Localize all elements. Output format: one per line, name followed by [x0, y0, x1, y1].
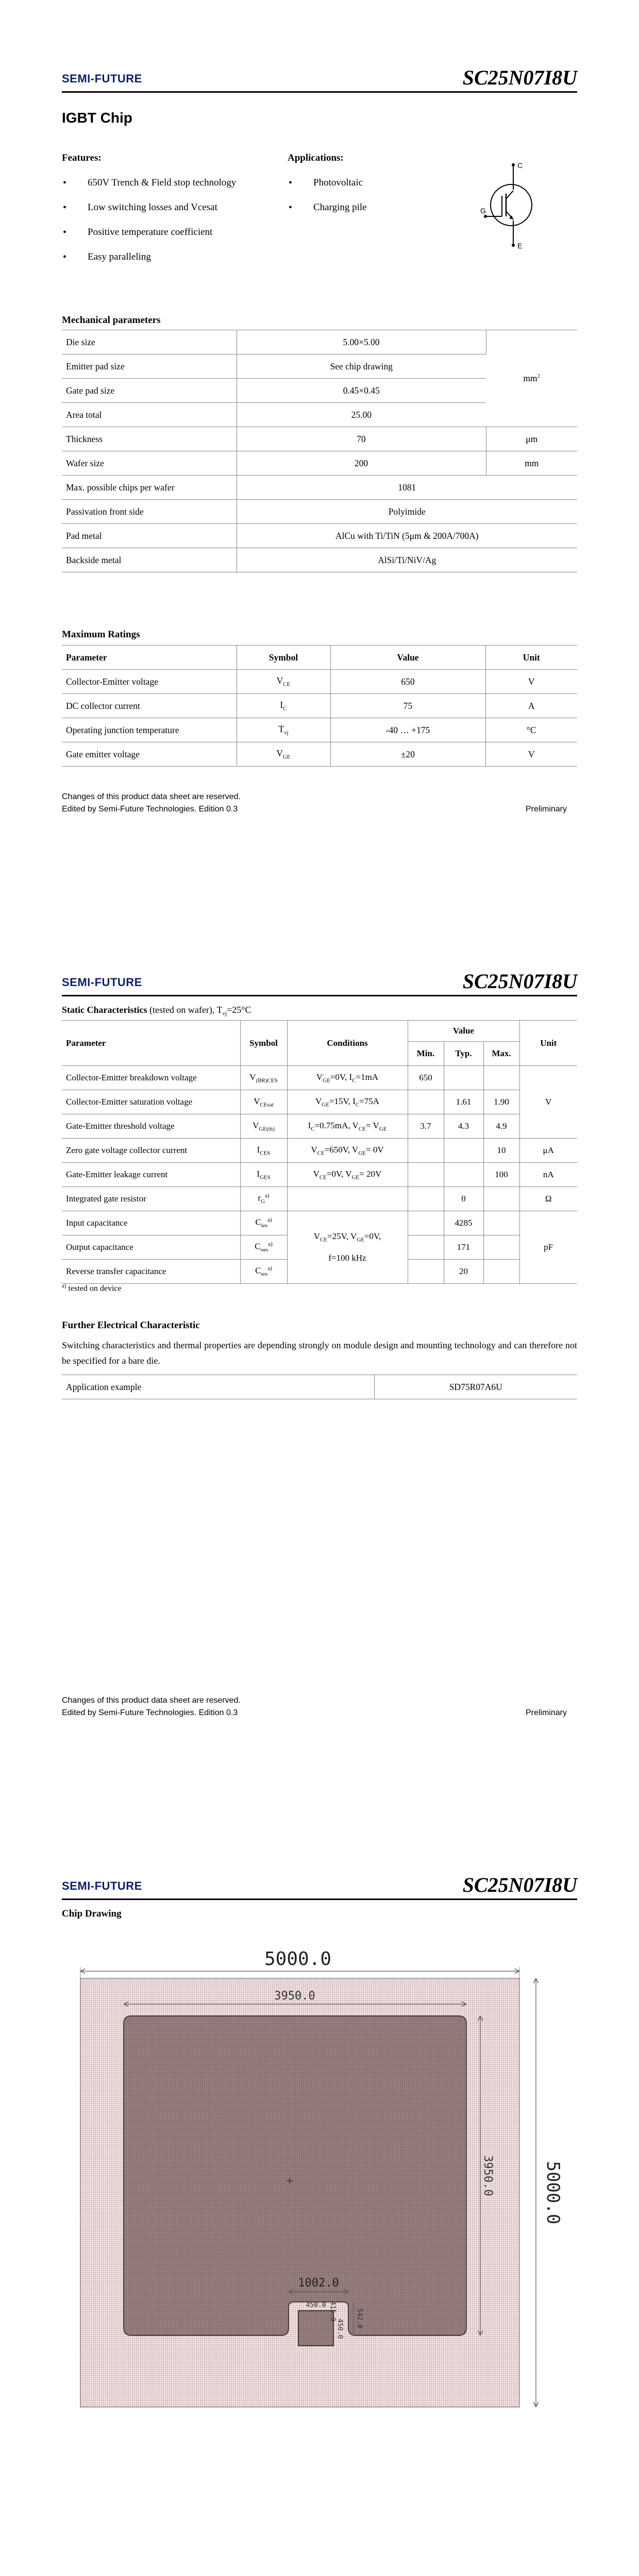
- symbol-text: V: [254, 1096, 260, 1106]
- application-value: SD75R07A6U: [374, 1375, 577, 1399]
- dim-inner-height: 3950.0: [481, 2155, 494, 2196]
- symbol-sup: a): [265, 1193, 270, 1199]
- footer-line-2: Edited by Semi-Future Technologies. Edition 0.3: [62, 805, 238, 814]
- unit-cell: μA: [519, 1139, 577, 1163]
- table-row: [62, 1114, 577, 1139]
- symbol-cell: [240, 1211, 287, 1235]
- note-text: tested on device: [66, 1284, 122, 1293]
- param-cell: Max. possible chips per wafer: [62, 476, 237, 500]
- table-row: [62, 1163, 577, 1187]
- symbol-cell: [240, 1139, 287, 1163]
- min-cell: [408, 1260, 444, 1284]
- param-cell: Gate emitter voltage: [62, 742, 237, 767]
- symbol-text: V: [249, 1072, 256, 1082]
- table-row: [62, 670, 577, 694]
- symbol-cell: [240, 1163, 287, 1187]
- unit-cell: °C: [485, 718, 577, 742]
- feature-item: • Easy paralleling: [62, 249, 278, 274]
- param-cell: Emitter pad size: [62, 354, 237, 379]
- symbol-sub: G: [261, 1198, 265, 1205]
- static-title-bold: Static Characteristics: [62, 1005, 147, 1015]
- typ-cell: [444, 1139, 483, 1163]
- param-cell: Pad metal: [62, 524, 237, 548]
- table-row: [62, 742, 577, 767]
- part-number: SC25N07I8U: [462, 1873, 577, 1896]
- symbol-cell: [237, 742, 330, 767]
- max-cell: [483, 1187, 519, 1211]
- unit-cell: A: [485, 694, 577, 718]
- unit-cell: V: [519, 1066, 577, 1139]
- symbol-text: V: [276, 675, 283, 686]
- table-row: [62, 1066, 577, 1090]
- gate-pad: [298, 2311, 333, 2346]
- symbol-cell: [240, 1066, 287, 1090]
- param-cell: DC collector current: [62, 694, 237, 718]
- param-cell: Operating junction temperature: [62, 718, 237, 742]
- col-header-typ: Typ.: [444, 1042, 483, 1066]
- symbol-sub: GES: [259, 1174, 271, 1181]
- typ-cell: 1.61: [444, 1090, 483, 1114]
- symbol-text: C: [255, 1217, 261, 1228]
- param-cell: Reverse transfer capacitance: [62, 1260, 240, 1284]
- brand-logo: SEMI-FUTURE: [62, 72, 142, 85]
- page-footer: [62, 1694, 577, 1719]
- param-cell: Input capacitance: [62, 1211, 240, 1235]
- symbol-text: C: [255, 1242, 261, 1252]
- max-cell: [483, 1260, 519, 1284]
- table-row: [62, 427, 577, 451]
- min-cell: [408, 1187, 444, 1211]
- table-row: [62, 330, 577, 354]
- symbol-text: C: [255, 1266, 261, 1276]
- mechanical-title: Mechanical parameters: [62, 315, 161, 326]
- footer-line-1: Changes of this product data sheet are reserved.: [62, 1696, 241, 1705]
- footer-status: Preliminary: [525, 805, 567, 814]
- drawing-title: Chip Drawing: [62, 1908, 122, 1919]
- col-header-min: Min.: [408, 1042, 444, 1066]
- value-cell: 5.00×5.00: [237, 330, 486, 354]
- dim-gate-offset: 415.0: [329, 2301, 337, 2321]
- condition-cell: $V_{CE}=650V$, $V_{GE}= 0V$: [287, 1139, 408, 1163]
- unit-cell: nA: [519, 1163, 577, 1187]
- symbol-cell: [240, 1260, 287, 1284]
- unit-cell: pF: [519, 1211, 577, 1284]
- note-mark: a): [62, 1283, 66, 1289]
- symbol-sup: a): [268, 1241, 273, 1248]
- symbol-cell: [240, 1114, 287, 1139]
- application-item: • Photovoltaic: [288, 175, 442, 200]
- param-cell: Output capacitance: [62, 1235, 240, 1260]
- features-title: Features:: [62, 152, 102, 163]
- value-cell: Polyimide: [237, 500, 577, 524]
- symbol-text: V: [276, 748, 283, 759]
- symbol-sub: vj: [284, 730, 289, 736]
- page-header: [62, 1868, 577, 1900]
- symbol-sup: a): [267, 1217, 272, 1224]
- param-cell: Collector-Emitter breakdown voltage: [62, 1066, 240, 1090]
- part-number: SC25N07I8U: [462, 970, 577, 993]
- table-row: [62, 1211, 577, 1235]
- value-cell: 70: [237, 427, 486, 451]
- table-row: [62, 476, 577, 500]
- col-header-parameter: Parameter: [62, 646, 237, 670]
- unit-cell: Ω: [519, 1187, 577, 1211]
- footer-line-2: Edited by Semi-Future Technologies. Edition 0.3: [62, 1708, 238, 1717]
- max-cell: 1.90: [483, 1090, 519, 1114]
- gate-label: G: [480, 207, 486, 215]
- value-cell: -40 … +175: [330, 718, 485, 742]
- param-cell: Gate-Emitter leakage current: [62, 1163, 240, 1187]
- table-row: [62, 548, 577, 572]
- symbol-sub: GE: [282, 754, 291, 760]
- static-table: [62, 1020, 577, 1284]
- static-subtitle-end: =25°C: [227, 1005, 251, 1015]
- min-cell: [408, 1139, 444, 1163]
- unit-cell: V: [485, 742, 577, 767]
- part-number: SC25N07I8U: [462, 66, 577, 89]
- dim-notch-height: 542.0: [356, 2308, 363, 2329]
- param-cell: Integrated gate resistor: [62, 1187, 240, 1211]
- unit-cell: [486, 330, 577, 427]
- static-subtitle: (tested on wafer), T: [147, 1005, 223, 1015]
- static-title: [62, 1005, 251, 1017]
- chip-drawing: [62, 1946, 577, 2410]
- param-cell: Passivation front side: [62, 500, 237, 524]
- param-cell: Thickness: [62, 427, 237, 451]
- typ-cell: 4.3: [444, 1114, 483, 1139]
- unit-cell: mm: [486, 451, 577, 476]
- value-cell: 0.45×0.45: [237, 379, 486, 403]
- application-label: Application example: [62, 1375, 374, 1399]
- features-list: [62, 175, 278, 274]
- emitter-pad: [124, 2016, 466, 2335]
- unit-cell: V: [485, 670, 577, 694]
- max-cell: [483, 1235, 519, 1260]
- page-3: [0, 1807, 639, 2576]
- col-header-unit: Unit: [519, 1021, 577, 1066]
- symbol-text: I: [280, 700, 283, 710]
- symbol-sup: a): [267, 1265, 272, 1272]
- header-rule: [62, 1899, 577, 1900]
- condition-cell: $V_{GE}=15V$, $I_C=75A$: [287, 1090, 408, 1114]
- condition-cell: $V_{GE}=0V$, $I_C=1mA$: [287, 1066, 408, 1090]
- col-header-symbol: Symbol: [237, 646, 330, 670]
- symbol-text: r: [258, 1193, 261, 1204]
- max-cell: 10: [483, 1139, 519, 1163]
- typ-cell: 171: [444, 1235, 483, 1260]
- max-cell: 4.9: [483, 1114, 519, 1139]
- col-header-unit: Unit: [485, 646, 577, 670]
- table-row: [62, 1139, 577, 1163]
- brand-logo: SEMI-FUTURE: [62, 1879, 142, 1892]
- page-2: [0, 904, 639, 1807]
- mechanical-table: [62, 330, 577, 572]
- header-rule: [62, 995, 577, 996]
- typ-cell: [444, 1163, 483, 1187]
- col-header-parameter: Parameter: [62, 1021, 240, 1066]
- symbol-text: V: [253, 1120, 259, 1130]
- col-header-max: Max.: [483, 1042, 519, 1066]
- param-cell: Collector-Emitter saturation voltage: [62, 1090, 240, 1114]
- symbol-sub: C: [283, 705, 287, 712]
- emitter-label: E: [517, 242, 523, 250]
- condition-cell: $V_{CE}=25V$, $V_{GE}=0V$, f=100 kHz: [287, 1211, 408, 1284]
- symbol-sub: CES: [260, 1150, 271, 1157]
- min-cell: [408, 1235, 444, 1260]
- table-row: [62, 694, 577, 718]
- col-header-value: Value: [408, 1021, 519, 1042]
- col-header-conditions: Conditions: [287, 1021, 408, 1066]
- param-cell: Wafer size: [62, 451, 237, 476]
- col-header-symbol: Symbol: [240, 1021, 287, 1066]
- value-cell: AlSi/Ti/NiV/Ag: [237, 548, 577, 572]
- typ-cell: 0: [444, 1187, 483, 1211]
- dim-notch-width: 1002.0: [298, 2277, 339, 2290]
- unit-sup: 2: [537, 373, 541, 380]
- condition-cell: $V_{CE}=0V$, $V_{GE}= 20V$: [287, 1163, 408, 1187]
- typ-cell: 4285: [444, 1211, 483, 1235]
- value-cell: 1081: [237, 476, 577, 500]
- max-cell: [483, 1211, 519, 1235]
- typ-cell: [444, 1066, 483, 1090]
- value-cell: ±20: [330, 742, 485, 767]
- max-cell: [483, 1066, 519, 1090]
- param-cell: Die size: [62, 330, 237, 354]
- brand-logo: SEMI-FUTURE: [62, 976, 142, 989]
- condition-cell: $I_C=0.75mA$, $V_{CE}= V_{GE}$: [287, 1114, 408, 1139]
- symbol-sub: CE: [283, 681, 291, 688]
- symbol-cell: [240, 1090, 287, 1114]
- typ-cell: 20: [444, 1260, 483, 1284]
- condition-cell: [287, 1187, 408, 1211]
- symbol-sub: res: [261, 1271, 268, 1278]
- page-header: [62, 964, 577, 996]
- doc-title: IGBT Chip: [62, 110, 132, 126]
- symbol-text: I: [257, 1168, 260, 1179]
- param-cell: Gate-Emitter threshold voltage: [62, 1114, 240, 1139]
- max-cell: 100: [483, 1163, 519, 1187]
- dim-total-height: 5000.0: [543, 2161, 563, 2225]
- min-cell: [408, 1211, 444, 1235]
- value-cell: 650: [330, 670, 485, 694]
- feature-item: • 650V Trench & Field stop technology: [62, 175, 278, 200]
- application-item: • Charging pile: [288, 200, 442, 225]
- application-table: [62, 1375, 577, 1399]
- symbol-sub: ies: [261, 1223, 268, 1229]
- collector-label: C: [517, 161, 523, 170]
- page-header: [62, 61, 577, 93]
- value-cell: 25.00: [237, 403, 486, 427]
- symbol-text: T: [278, 724, 284, 735]
- symbol-text: I: [257, 1144, 260, 1155]
- col-header-value: Value: [330, 646, 485, 670]
- table-row: [62, 718, 577, 742]
- symbol-cell: [237, 718, 330, 742]
- symbol-cell: [240, 1187, 287, 1211]
- table-row: [62, 500, 577, 524]
- max-ratings-title: Maximum Ratings: [62, 629, 140, 640]
- dim-total-width: 5000.0: [264, 1948, 332, 1970]
- dim-gate-height: 450.0: [336, 2318, 344, 2339]
- footer-line-1: Changes of this product data sheet are reserved.: [62, 792, 241, 801]
- param-cell: Gate pad size: [62, 379, 237, 403]
- static-subtitle-sub: vj: [222, 1010, 227, 1017]
- table-row: [62, 1090, 577, 1114]
- value-cell: AlCu with Ti/TiN (5μm & 200A/700A): [237, 524, 577, 548]
- symbol-sub: GE(th): [259, 1126, 275, 1132]
- symbol-cell: [237, 694, 330, 718]
- param-cell: Area total: [62, 403, 237, 427]
- header-rule: [62, 91, 577, 93]
- table-row: [62, 451, 577, 476]
- symbol-sub: oes: [260, 1247, 268, 1253]
- min-cell: 3.7: [408, 1114, 444, 1139]
- min-cell: [408, 1090, 444, 1114]
- igbt-symbol-icon: [479, 160, 541, 252]
- applications-title: Applications:: [288, 152, 344, 163]
- unit-text: mm: [523, 373, 537, 383]
- param-cell: Backside metal: [62, 548, 237, 572]
- applications-list: [288, 175, 442, 225]
- symbol-cell: [240, 1235, 287, 1260]
- param-cell: Zero gate voltage collector current: [62, 1139, 240, 1163]
- min-cell: [408, 1163, 444, 1187]
- symbol-cell: [237, 670, 330, 694]
- static-note: [62, 1283, 122, 1293]
- table-row: [62, 1187, 577, 1211]
- param-cell: Collector-Emitter voltage: [62, 670, 237, 694]
- feature-item: • Low switching losses and Vcesat: [62, 200, 278, 225]
- further-text: Switching characteristics and thermal properties are depending strongly on module design and mounting technology and can therefore not be specified for a bare die.: [62, 1340, 577, 1366]
- footer-status: Preliminary: [525, 1708, 567, 1717]
- min-cell: 650: [408, 1066, 444, 1090]
- feature-item: • Positive temperature coefficient: [62, 225, 278, 249]
- symbol-sub: (BR)CES: [256, 1077, 278, 1084]
- table-row: [62, 524, 577, 548]
- max-ratings-table: [62, 645, 577, 767]
- dim-gate-width: 450.0: [306, 2301, 326, 2309]
- unit-cell: μm: [486, 427, 577, 451]
- further-title: Further Electrical Characteristic: [62, 1320, 200, 1331]
- value-cell: 200: [237, 451, 486, 476]
- symbol-sub: CEsat: [260, 1101, 274, 1108]
- dim-inner-width: 3950.0: [274, 1990, 315, 2003]
- page-1: [0, 0, 639, 904]
- value-cell: 75: [330, 694, 485, 718]
- value-cell: See chip drawing: [237, 354, 486, 379]
- page-footer: [62, 791, 577, 816]
